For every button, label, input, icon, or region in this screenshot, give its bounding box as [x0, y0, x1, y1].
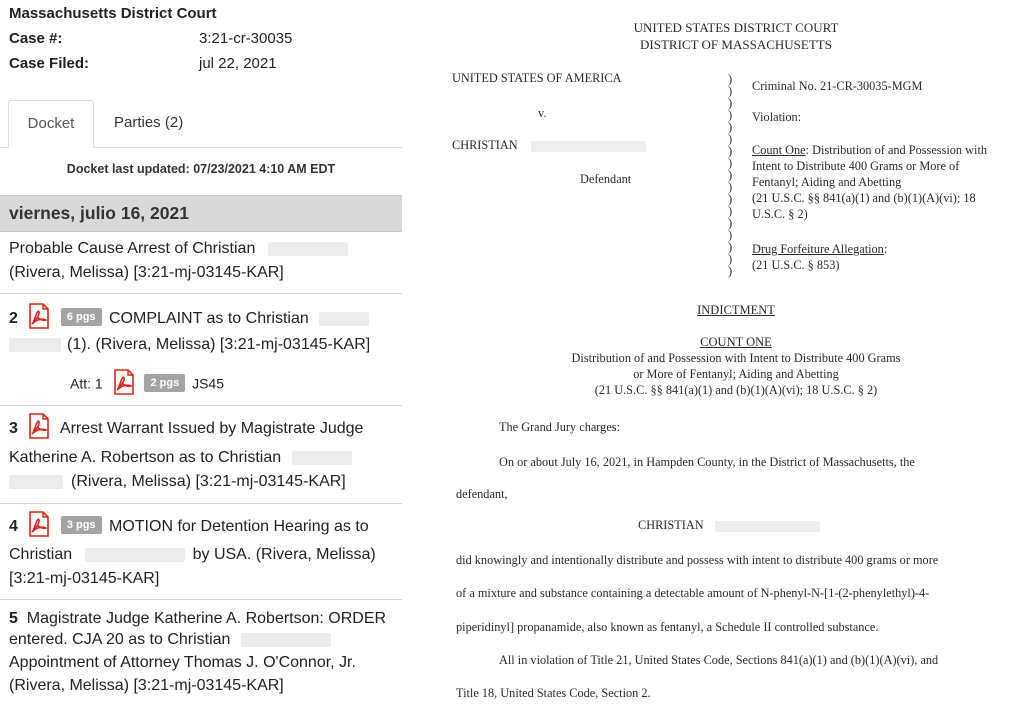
- case-filed-value: jul 22, 2021: [199, 55, 277, 72]
- entry-number: 5: [9, 610, 18, 627]
- indictment-heading: INDICTMENT: [697, 303, 775, 317]
- count-one-caption-line2: Intent to Distribute 400 Grams or More of: [752, 159, 960, 173]
- paragraph3-line1: All in violation of Title 21, United States Code, Sections 841(a)(1) and (b)(1)(A)(vi), and: [499, 653, 939, 667]
- page-count-badge: 2 pgs: [144, 374, 185, 392]
- redaction: [85, 548, 185, 562]
- entry-text: Katherine A. Robertson as to Christian: [9, 449, 282, 466]
- entry-number: 2: [9, 310, 18, 328]
- versus: v.: [538, 106, 547, 120]
- redaction: [292, 451, 352, 465]
- date-header: [0, 195, 402, 232]
- redaction: [531, 141, 646, 152]
- docket-entry: [0, 294, 402, 406]
- docket-tabs: [0, 100, 402, 148]
- entry-text: Appointment of Attorney Thomas J. O'Connor, Jr.: [9, 654, 356, 671]
- count-one-caption: Count One: Distribution of and Possession with: [752, 143, 988, 157]
- docket-entry: [0, 406, 402, 504]
- plaintiff: UNITED STATES OF AMERICA: [452, 71, 622, 85]
- grand-jury-charges: The Grand Jury charges:: [499, 420, 620, 434]
- paragraph2-line3: piperidinyl] propanamide, also known as fentanyl, a Schedule II controlled substance.: [456, 620, 879, 634]
- pdf-file-icon[interactable]: [26, 303, 52, 329]
- case-number-row: [9, 30, 292, 47]
- redaction: [715, 521, 820, 532]
- entry-text: COMPLAINT as to Christian: [109, 310, 309, 328]
- redaction: [9, 475, 63, 489]
- pdf-file-icon[interactable]: [26, 511, 52, 537]
- criminal-number: Criminal No. 21-CR-30035-MGM: [752, 79, 923, 93]
- docket-last-updated: Docket last updated: 07/23/2021 4:10 AM EDT: [66, 162, 336, 176]
- paragraph3-line2: Title 18, United States Code, Section 2.: [456, 686, 651, 700]
- entry-text: [3:21-mj-03145-KAR]: [9, 570, 160, 587]
- entry-text: (Rivera, Melissa) [3:21-mj-03145-KAR]: [9, 677, 284, 694]
- count-heading: COUNT ONE: [700, 335, 772, 349]
- entry-number: 4: [9, 518, 18, 536]
- defendant-name: CHRISTIAN: [452, 138, 646, 153]
- tab-parties[interactable]: Parties (2): [114, 114, 184, 131]
- docket-entry: [0, 504, 402, 600]
- entry-text: (1). (Rivera, Melissa) [3:21-mj-03145-KAR]: [67, 336, 371, 353]
- forfeiture-citation: (21 U.S.C. § 853): [752, 258, 840, 272]
- paragraph1-line1: On or about July 16, 2021, in Hampden County, in the District of Massachusetts, the: [499, 455, 915, 469]
- attachment-name[interactable]: JS45: [192, 375, 225, 392]
- pdf-file-icon[interactable]: [111, 369, 137, 395]
- entry-text: (Rivera, Melissa) [3:21-mj-03145-KAR]: [9, 264, 284, 281]
- redaction: [241, 633, 331, 647]
- case-number-value: 3:21-cr-30035: [199, 30, 293, 47]
- case-filed-row: [9, 55, 277, 72]
- entry-text: entered. CJA 20 as to Christian: [9, 631, 231, 648]
- violation-label: Violation:: [752, 110, 802, 124]
- redaction: [9, 338, 61, 352]
- defendant-centered: CHRISTIAN: [638, 518, 820, 533]
- page-count-badge: 3 pgs: [61, 516, 102, 534]
- attachment-label: Att: 1: [70, 375, 103, 392]
- entry-text: Probable Cause Arrest of Christian: [9, 240, 256, 257]
- paragraph2-line2: of a mixture and substance containing a detectable amount of N-phenyl-N-[1-(2-phenylethyl)-4-: [456, 586, 930, 600]
- page-count-badge: 6 pgs: [61, 308, 102, 326]
- redaction: [268, 242, 348, 256]
- docket-entry: [0, 600, 402, 706]
- count-subheading-line2: or More of Fentanyl; Aiding and Abetting: [633, 367, 839, 381]
- case-number-label: Case #:: [9, 30, 63, 47]
- entry-text: Magistrate Judge Katherine A. Robertson: ORDER: [26, 610, 387, 627]
- count-subheading-line3: (21 U.S.C. §§ 841(a)(1) and (b)(1)(A)(vi); 18 U.S.C. § 2): [594, 383, 878, 397]
- entry-text: Arrest Warrant Issued by Magistrate Judge: [59, 420, 364, 438]
- defendant-label: Defendant: [580, 172, 632, 186]
- count-one-caption-line4: (21 U.S.C. §§ 841(a)(1) and (b)(1)(A)(vi); 18: [752, 191, 976, 205]
- date-header-text: viernes, julio 16, 2021: [9, 203, 189, 223]
- court-name: Massachusetts District Court: [9, 5, 217, 22]
- count-one-caption-line5: U.S.C. § 2): [752, 207, 808, 221]
- forfeiture-caption: Drug Forfeiture Allegation:: [752, 242, 888, 256]
- entry-text: MOTION for Detention Hearing as to: [109, 518, 369, 536]
- entry-text: by USA. (Rivera, Melissa): [192, 546, 376, 563]
- attachment-row: [70, 372, 224, 398]
- entry-text: (Rivera, Melissa) [3:21-mj-03145-KAR]: [71, 473, 346, 490]
- case-filed-label: Case Filed:: [9, 55, 90, 72]
- entry-text: Christian: [9, 546, 73, 563]
- count-one-caption-line3: Fentanyl; Aiding and Abetting: [752, 175, 902, 189]
- court-heading-line1: UNITED STATES DISTRICT COURT: [633, 20, 839, 35]
- count-subheading-line1: Distribution of and Possession with Intent to Distribute 400 Grams: [571, 351, 901, 365]
- entry-number: 3: [9, 420, 18, 438]
- docket-panel: [0, 0, 402, 706]
- court-heading-line2: DISTRICT OF MASSACHUSETTS: [640, 37, 832, 52]
- docket-entry: [0, 232, 402, 294]
- paragraph2-line1: did knowingly and intentionally distribute and possess with intent to distribute 400 grams or more: [456, 553, 939, 567]
- indictment-document: UNITED STATES DISTRICT COURT DISTRICT OF MASSACHUSETTS UNITED STATES OF AMERICA v. CHRISTIAN Defendant ) ) ) ) ) ) ) ) ) ) ) ) ) ) ) ) ) Criminal No. 21-CR-30035-MGM Violation: Count One: Distribution of and Possession with Intent to Distribute 400 Grams or More of Fentanyl; Aiding and Abetting (21 U.S.C. §§ 841(a)(1) and (b)(1)(A)(vi); 18 U.S.C. § 2) Drug Forfeiture Allegation: (21 U.S.C. § 853) INDICTMENT COUNT ONE Distribution of and Possession with Intent to Distribute 400 Grams or More of Fentanyl; Aiding and Abetting (21 U.S.C. §§ 841(a)(1) and (b)(1)(A)(vi); 18 U.S.C. § 2) The Grand Jury charges: On or about July 16, 2021, in Hampden County, in the District of Massachusetts, the defendant, CHRISTIAN did knowingly and intentionally distribute and possess with intent to distribute 400 grams or more of a mixture and substance containing a detectable amount of N-phenyl-N-[1-(2-phenylethyl)-4- piperidinyl] propanamide, also known as fentanyl, a Schedule II controlled substance. All in violation of Title 21, United States Code, Sections 841(a)(1) and (b)(1)(A)(vi), and Title 18, United States Code, Section 2.: [402, 0, 1024, 706]
- paragraph1-line2: defendant,: [456, 487, 508, 501]
- pdf-file-icon[interactable]: [26, 413, 52, 439]
- tab-docket[interactable]: Docket: [8, 100, 94, 148]
- redaction: [319, 312, 369, 326]
